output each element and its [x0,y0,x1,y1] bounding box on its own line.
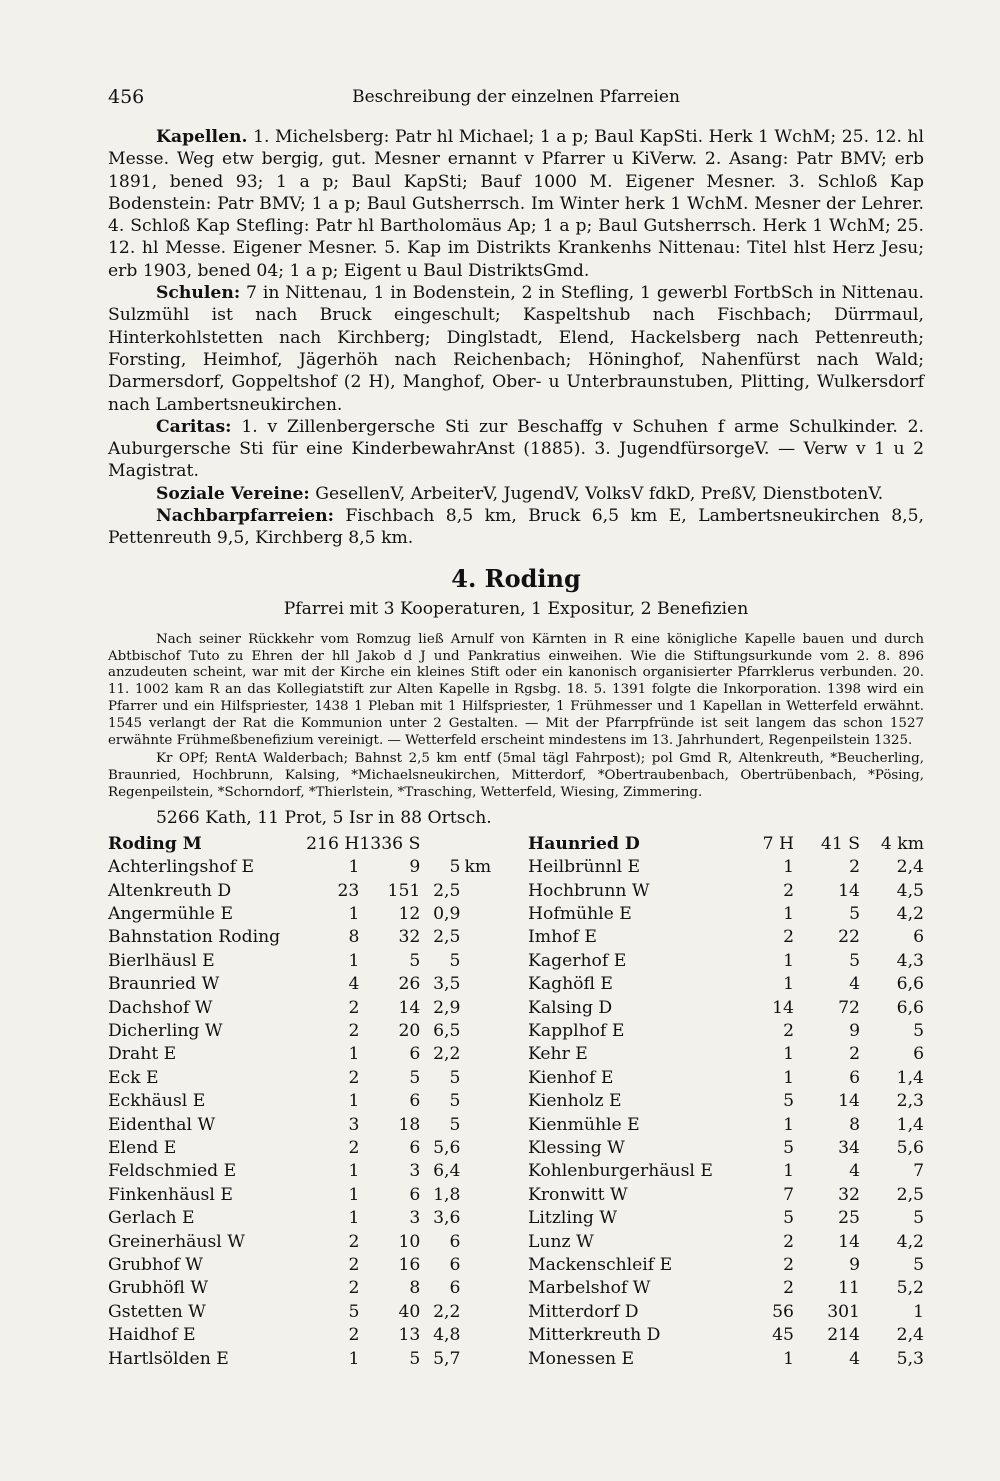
place-name: Bierlhäusl E [108,950,215,971]
souls-count: 8 [409,1278,421,1299]
souls-count: 18 [398,1114,421,1135]
place-name: Kehr E [528,1044,588,1065]
souls-count: 32 [398,927,421,948]
place-row [528,973,924,996]
distance-unit [460,950,506,973]
place-name: Finkenhäusl E [108,1184,233,1205]
nachbar-lead: Nachbarpfarreien: [156,506,334,527]
distance-unit [460,1324,506,1347]
houses-count: 1 [783,1114,794,1135]
distance-unit [460,880,506,903]
place-name: Dicherling W [108,1020,223,1041]
place-row [528,997,924,1020]
souls-count: 4 [849,1348,860,1369]
place-name: Lunz W [528,1231,594,1252]
place-row [528,903,924,926]
distance-value: 3,6 [433,1208,461,1229]
houses-count: 4 [348,974,360,995]
houses-count: 216 H [306,833,360,854]
distance-value: 2,9 [433,997,461,1018]
houses-count: 1 [783,1044,794,1065]
place-row [528,1254,924,1277]
distance-value: 5 [913,1020,924,1041]
houses-count: 2 [348,1255,360,1276]
souls-count: 5 [849,950,860,971]
houses-count: 2 [783,1020,794,1041]
place-row [108,950,506,973]
place-row [528,1114,924,1137]
souls-count: 5 [409,950,421,971]
distance-value: 6 [449,1231,461,1252]
place-row [108,833,506,856]
place-row [108,1020,506,1043]
distance-unit [460,1114,506,1137]
distance-value: 6 [913,927,924,948]
distance-value: 6,6 [896,997,924,1018]
places-table-left [108,833,506,1371]
houses-count: 3 [348,1114,360,1135]
houses-count: 2 [783,880,794,901]
place-row [108,1067,506,1090]
distance-value: 4,2 [896,1231,924,1252]
houses-count: 2 [348,1020,360,1041]
houses-count: 1 [348,1161,360,1182]
vereine-paragraph [108,483,924,505]
place-name: Hofmühle E [528,903,632,924]
distance-unit [460,1067,506,1090]
place-name: Monessen E [528,1348,635,1369]
distance-value: 6 [449,1278,461,1299]
caritas-text: 1. v Zillenbergersche Sti zur Beschaffg v Schuhen f arme Schulkinder. 2. Auburgersche Sti für eine KinderbewahrAnst (1885). 3. JugendfürsorgeV. — Verw v 1 u 2 Magistrat. [108,416,924,482]
places-table-right [528,833,924,1371]
souls-count: 12 [398,903,421,924]
distance-value: 2,4 [896,1325,924,1346]
place-name: Gerlach E [108,1208,195,1229]
place-row [528,1020,924,1043]
houses-count: 5 [783,1091,794,1112]
souls-count: 3 [409,1208,421,1229]
souls-count: 6 [409,1044,421,1065]
vereine-lead: Soziale Vereine: [156,483,310,504]
distance-unit [460,1207,506,1230]
place-row [528,856,924,879]
houses-count: 45 [772,1325,794,1346]
houses-count: 1 [783,1348,794,1369]
place-row [108,1160,506,1183]
houses-count: 5 [783,1208,794,1229]
kapellen-lead: Kapellen. [156,127,248,147]
houses-count: 1 [783,903,794,924]
place-name: Kienmühle E [528,1114,640,1135]
place-row [528,1043,924,1066]
place-name: Eck E [108,1067,159,1088]
schulen-text: 7 in Nittenau, 1 in Bodenstein, 2 in Stefling, 1 gewerbl FortbSch in Nittenau. Sulzmühl ist nach Bruck eingeschult; Kaspeltshub nach Fischbach; Dürrmaul, Hinterkohlstetten nach Kirchberg; Dinglstadt, Elend, Hackelsberg nach Pettenreuth; Forsting, Heimhof, Jägerhöh nach Reichenbach; Höninghof, Nahenfürst nach Wald; Darmersdorf, Goppeltshof (2 H), Manghof, Ober- u Unterbraunstuben, Plitting, Wulkersdorf nach Lambertsneukirchen. [108,283,924,415]
vereine-text: GesellenV, ArbeiterV, JugendV, VolksV fdkD, PreßV, DienstbotenV. [315,483,884,504]
houses-count: 5 [348,1301,360,1322]
houses-count: 1 [783,1161,794,1182]
souls-count: 3 [409,1161,421,1182]
place-name: Haunried D [528,833,640,854]
souls-count: 34 [838,1137,860,1158]
souls-count: 5 [849,903,860,924]
schulen-paragraph [108,282,924,416]
houses-count: 7 H [762,833,794,854]
distance-unit [460,1277,506,1300]
distance-value: 5 [449,1114,461,1135]
houses-count: 23 [337,880,360,901]
place-name: Braunried W [108,974,220,995]
houses-count: 2 [348,1231,360,1252]
distance-value: 6,4 [433,1161,461,1182]
distance-value: 5 [449,857,461,878]
distance-unit [460,903,506,926]
souls-count: 8 [849,1114,860,1135]
distance-value: 4,3 [896,950,924,971]
distance-value: 6,5 [433,1020,461,1041]
houses-count: 2 [783,1278,794,1299]
place-name: Kaghöfl E [528,974,613,995]
souls-count: 9 [849,1020,860,1041]
caritas-paragraph [108,416,924,483]
houses-count: 2 [348,1278,360,1299]
place-name: Draht E [108,1044,177,1065]
place-name: Kapplhof E [528,1020,625,1041]
distance-value: 5 [449,1067,461,1088]
place-row [108,856,506,879]
souls-count: 9 [849,1255,860,1276]
souls-count: 6 [409,1091,421,1112]
place-name: Elend E [108,1137,177,1158]
souls-count: 14 [398,997,421,1018]
place-row [528,833,924,856]
place-row [108,1301,506,1324]
distance-value [420,833,460,856]
souls-count: 6 [409,1184,421,1205]
distance-value: 2,4 [896,857,924,878]
souls-count: 214 [827,1325,860,1346]
place-row [108,903,506,926]
souls-count: 4 [849,974,860,995]
place-row [108,1324,506,1347]
place-name: Imhof E [528,927,597,948]
houses-count: 56 [772,1301,794,1322]
place-name: Bahnstation Roding [108,927,281,948]
place-row [108,1184,506,1207]
nachbar-paragraph [108,505,924,550]
place-name: Eidenthal W [108,1114,216,1135]
place-row [528,1184,924,1207]
souls-count: 6 [849,1067,860,1088]
houses-count: 1 [348,1184,360,1205]
place-name: Gstetten W [108,1301,206,1322]
houses-count: 2 [783,1255,794,1276]
kapellen-text: 1. Michelsberg: Patr hl Michael; 1 a p; Baul KapSti. Herk 1 WchM; 25. 12. hl Messe. Weg etw bergig, gut. Mesner ernannt v Pfarrer u KiVerw. 2. Asang: Patr BMV; erb 1891, bened 93; 1 a p; Baul KapSti; Bauf 1000 M. Eigener Mesner. 3. Schloß Kap Bodenstein: Patr BMV; 1 a p; Baul Gutsherrsch. Im Winter herk 1 WchM. Mesner der Lehrer. 4. Schloß Kap Stefling: Patr hl Bartholomäus Ap; 1 a p; Baul Gutsherrsch. Herk 1 WchM; 25. 12. hl Messe. Eigener Mesner. 5. Kap im Distrikts Krankenhs Nittenau: Titel hlst Herz Jesu; erb 1903, bened 04; 1 a p; Eigent u Baul DistriktsGmd. [108,127,925,281]
distance-value: 7 [913,1161,924,1182]
page-header [108,86,924,112]
distance-unit: km [464,857,492,878]
houses-count: 7 [783,1184,794,1205]
souls-count: 41 S [820,833,860,854]
place-name: Klessing W [528,1137,625,1158]
distance-value: 5,2 [896,1278,924,1299]
history-paragraph: Nach seiner Rückkehr vom Romzug ließ Arnulf von Kärnten in R eine königliche Kapelle bauen und durch Abtbischof Tuto zu Ehren der hll Jakob d J und Pankratius einweihen. Wie die Stiftungsurkunde vom 2. 8. 896 anzudeuten scheint, war mit der Kirche ein kleines Stift oder ein kanonisch organisierter Pfarrklerus verbunden. 20. 11. 1002 kam R an das Kollegiatstift zur Alten Kapelle in Rgsbg. 18. 5. 1391 folgte die Inkorporation. 1398 wird ein Pfarrer und ein Hilfspriester, 1438 1 Pleban mit 1 Hilfspriester, 1 Frühmesser und 1 Kapellan in Wetterfeld erwähnt. 1545 verlangt der Rat die Kommunion unter 2 Gestalten. — Mit der Pfarrpfründe ist seit langem das schon 1527 erwähnte Frühmeßbenefizium vereinigt. — Wetterfeld erscheint mindestens im 13. Jahrhundert, Regenpeilstein 1325. [108,631,924,749]
houses-count: 1 [348,903,360,924]
distance-value: 4,5 [896,880,924,901]
place-name: Heilbrünnl E [528,857,641,878]
page-body [108,126,925,1369]
place-row [528,1067,924,1090]
souls-count: 5 [409,1067,421,1088]
place-row [528,926,924,949]
houses-count: 2 [348,1137,360,1158]
place-row [108,1114,506,1137]
houses-count: 1 [783,974,794,995]
running-title: Beschreibung der einzelnen Pfarreien [352,87,680,107]
souls-count: 151 [387,880,421,901]
souls-count: 14 [838,1231,860,1252]
place-name: Grubhöfl W [108,1278,209,1299]
houses-count: 14 [772,997,794,1018]
distance-value: 6,6 [896,974,924,995]
distance-unit [460,1137,506,1160]
souls-count: 32 [838,1184,860,1205]
distance-unit [460,1184,506,1207]
souls-count: 26 [398,974,421,995]
houses-count: 1 [783,950,794,971]
souls-count: 25 [838,1208,860,1229]
place-row [108,1207,506,1230]
distance-value: 2,5 [433,927,461,948]
place-name: Kalsing D [528,997,613,1018]
souls-count: 9 [409,857,421,878]
place-name: Roding M [108,833,202,854]
place-name: Marbelshof W [528,1278,651,1299]
souls-count: 16 [398,1255,421,1276]
distance-value: 2,5 [433,880,461,901]
place-row [528,1301,924,1324]
distance-value: 4 km [880,833,924,854]
souls-count: 10 [398,1231,421,1252]
distance-value: 1,8 [433,1184,461,1205]
place-name: Kronwitt W [528,1184,628,1205]
distance-value: 1 [913,1301,924,1322]
distance-value: 6 [449,1255,461,1276]
place-row [108,1090,506,1113]
place-row [108,1137,506,1160]
place-name: Greinerhäusl W [108,1231,245,1252]
place-name: Dachshof W [108,997,213,1018]
distance-value: 5,7 [433,1348,461,1369]
caritas-lead: Caritas: [156,416,232,437]
distance-value: 5 [449,1091,461,1112]
souls-count: 22 [838,927,860,948]
souls-count: 6 [409,1137,421,1158]
distance-unit [460,1090,506,1113]
place-row [108,1254,506,1277]
place-name: Eckhäusl E [108,1091,206,1112]
place-row [108,1348,506,1371]
place-name: Hartlsölden E [108,1348,229,1369]
distance-unit [460,1231,506,1254]
souls-count: 13 [398,1325,421,1346]
place-row [108,997,506,1020]
distance-unit [460,1301,506,1324]
place-row [528,1277,924,1300]
distance-value: 4,2 [896,903,924,924]
souls-count: 14 [838,880,860,901]
souls-count: 2 [849,1044,860,1065]
distance-unit [460,1348,506,1371]
place-name: Kohlenburgerhäusl E [528,1161,713,1182]
place-name: Angermühle E [108,903,233,924]
distance-value: 2,3 [896,1091,924,1112]
place-row [108,1043,506,1066]
distance-value: 5 [913,1255,924,1276]
houses-count: 8 [348,927,360,948]
houses-count: 1 [348,1091,360,1112]
place-name: Litzling W [528,1208,618,1229]
distance-value: 1,4 [896,1067,924,1088]
place-name: Altenkreuth D [108,880,232,901]
place-row [528,880,924,903]
souls-count: 11 [838,1278,860,1299]
houses-count: 1 [348,1208,360,1229]
distance-value: 0,9 [433,903,461,924]
houses-count: 1 [348,1348,360,1369]
kreis-paragraph: Kr OPf; RentA Walderbach; Bahnst 2,5 km entf (5mal tägl Fahrpost); pol Gmd R, Altenkreuth, *Beucherling, Braunried, Hochbrunn, Kalsing, *Michaelsneukirchen, Mitterdorf, *Obertraubenbach, Obertrübenbach, *Pösing, Regenpeilstein, *Schorndorf, *Thierlstein, *Trasching, Wetterfeld, Wiesing, Zimmering. [108,750,924,800]
place-name: Feldschmied E [108,1161,237,1182]
schulen-lead: Schulen: [156,283,241,304]
houses-count: 1 [783,857,794,878]
place-row [108,880,506,903]
houses-count: 2 [348,997,360,1018]
distance-value: 5,3 [896,1348,924,1369]
section-subtitle: Pfarrei mit 3 Kooperaturen, 1 Expositur, 2 Benefizien [283,598,749,619]
place-name: Mitterkreuth D [528,1325,661,1346]
distance-unit [460,1160,506,1183]
kapellen-paragraph [108,126,924,282]
souls-count: 301 [827,1301,860,1322]
distance-value: 4,8 [433,1325,461,1346]
place-row [528,1090,924,1113]
place-name: Hochbrunn W [528,880,650,901]
place-name: Grubhof W [108,1255,203,1276]
page-number: 456 [108,86,145,108]
houses-count: 2 [348,1067,360,1088]
souls-count: 40 [398,1301,421,1322]
houses-count: 1 [348,1044,360,1065]
distance-value: 1,4 [896,1114,924,1135]
souls-count: 20 [398,1020,421,1041]
place-name: Kagerhof E [528,950,627,971]
place-name: Mitterdorf D [528,1301,639,1322]
houses-count: 1 [348,857,360,878]
place-row [108,1277,506,1300]
place-row [108,1231,506,1254]
place-row [108,973,506,996]
distance-unit [460,973,506,996]
place-name: Kienhof E [528,1067,614,1088]
distance-unit [460,1020,506,1043]
houses-count: 1 [348,950,360,971]
section-title: 4. Roding [451,563,581,593]
distance-unit [460,833,506,856]
distance-unit [460,1043,506,1066]
place-row [528,1231,924,1254]
houses-count: 1 [783,1067,794,1088]
distance-value: 6 [913,1044,924,1065]
souls-count: 5 [409,1348,421,1369]
houses-count: 2 [783,1231,794,1252]
distance-value: 3,5 [433,974,461,995]
souls-count: 4 [849,1161,860,1182]
place-name: Haidhof E [108,1325,196,1346]
distance-unit [460,997,506,1020]
souls-count: 72 [838,997,860,1018]
place-row [528,1137,924,1160]
distance-value: 2,5 [896,1184,924,1205]
distance-value: 2,2 [433,1301,461,1322]
nachbar-text: Fischbach 8,5 km, Bruck 6,5 km E, Lambertsneukirchen 8,5, Pettenreuth 9,5, Kirchberg 8,5 km. [108,506,924,549]
population-line: 5266 Kath, 11 Prot, 5 Isr in 88 Ortsch. [156,807,492,828]
place-row [528,1324,924,1347]
distance-unit [460,1254,506,1277]
souls-count: 1336 S [359,833,421,854]
place-row [528,1160,924,1183]
places-tables [108,833,924,1369]
houses-count: 2 [348,1325,360,1346]
distance-value: 5,6 [433,1137,461,1158]
place-name: Achterlingshof E [108,857,255,878]
place-row [528,950,924,973]
souls-count: 2 [849,857,860,878]
houses-count: 2 [783,927,794,948]
souls-count: 14 [838,1091,860,1112]
distance-value: 5 [913,1208,924,1229]
distance-unit [460,926,506,949]
place-row [528,1348,924,1371]
place-row [528,1207,924,1230]
distance-value: 5,6 [896,1137,924,1158]
distance-value: 5 [449,950,461,971]
houses-count: 5 [783,1137,794,1158]
place-row [108,926,506,949]
place-name: Mackenschleif E [528,1255,673,1276]
place-name: Kienholz E [528,1091,622,1112]
distance-value: 2,2 [433,1044,461,1065]
